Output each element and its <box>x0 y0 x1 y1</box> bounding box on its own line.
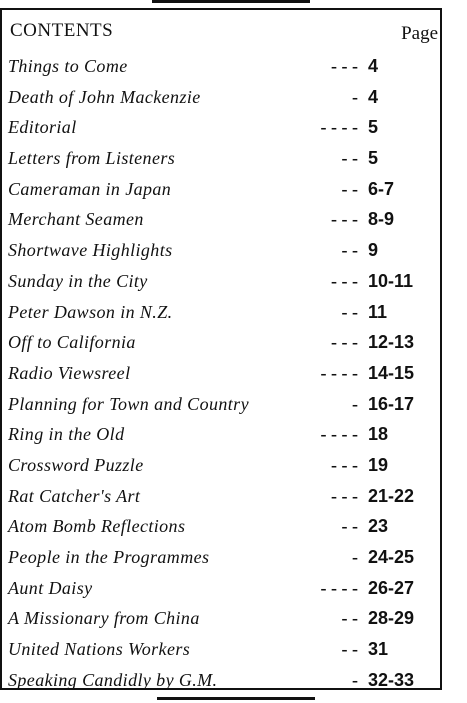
contents-entry <box>8 667 438 698</box>
contents-entry <box>8 513 438 544</box>
entry-page-number: 11 <box>368 301 388 322</box>
entry-title: Speaking Candidly by G.M. <box>8 669 218 690</box>
entry-leader: - <box>352 547 358 567</box>
entry-page-number: 14-15 <box>368 362 415 383</box>
entry-title: Ring in the Old <box>8 424 125 445</box>
entry-leader: - - - <box>331 270 358 291</box>
entry-leader: - - <box>341 301 358 322</box>
entry-leader: - - - <box>331 209 358 230</box>
contents-entry <box>8 237 438 268</box>
entry-page-number: 4 <box>368 56 379 76</box>
entry-leader: - - <box>341 608 358 629</box>
entry-title: Cameraman in Japan <box>8 178 172 199</box>
entry-leader: - - <box>341 516 358 537</box>
contents-entry <box>8 145 438 176</box>
contents-entry <box>8 176 438 207</box>
entry-page-number: 4 <box>368 86 379 107</box>
bottom-rule <box>157 697 315 700</box>
contents-entry <box>8 605 438 636</box>
contents-entry <box>8 53 438 84</box>
entry-leader: - - - <box>331 56 358 76</box>
contents-entry <box>8 391 438 422</box>
entry-page-number: 12-13 <box>368 332 415 353</box>
contents-entry <box>8 329 438 360</box>
contents-entry <box>8 360 438 391</box>
entry-page-number: 26-27 <box>368 577 415 598</box>
entry-leader: - - <box>341 148 358 169</box>
entry-title: Crossword Puzzle <box>8 454 144 475</box>
entry-page-number: 5 <box>368 117 379 138</box>
entry-title: Aunt Daisy <box>8 577 93 598</box>
entry-page-number: 19 <box>368 454 389 475</box>
entry-title: Radio Viewsreel <box>8 362 131 383</box>
entry-leader: - - <box>341 639 358 660</box>
contents-entry <box>8 421 438 452</box>
contents-entry <box>8 544 438 575</box>
entry-title: Off to California <box>8 332 136 353</box>
contents-entry <box>8 84 438 115</box>
entry-leader: - <box>352 393 358 414</box>
entry-leader: - <box>352 86 358 107</box>
entry-title: Peter Dawson in N.Z. <box>8 301 173 322</box>
entry-page-number: 5 <box>368 148 379 169</box>
entry-page-number: 9 <box>368 240 379 261</box>
contents-entry <box>8 636 438 667</box>
entry-leader: - - - - <box>320 424 358 445</box>
entry-title: Editorial <box>8 117 77 138</box>
entry-page-number: 32-33 <box>368 669 415 690</box>
entry-page-number: 23 <box>368 516 389 537</box>
entry-title: Shortwave Highlights <box>8 240 173 261</box>
entry-page-number: 10-11 <box>368 270 414 291</box>
entry-page-number: 18 <box>368 424 389 445</box>
entry-title: Sunday in the City <box>8 270 148 291</box>
entry-page-number: 24-25 <box>368 547 415 567</box>
contents-entry <box>8 268 438 299</box>
entry-title: Rat Catcher's Art <box>8 485 141 506</box>
page-column-heading: Page <box>401 23 438 44</box>
entry-title: Death of John Mackenzie <box>8 86 201 107</box>
entry-leader: - - <box>341 178 358 199</box>
contents-entry <box>8 452 438 483</box>
entry-leader: - - - <box>331 485 358 506</box>
entry-page-number: 16-17 <box>368 393 415 414</box>
entry-page-number: 31 <box>368 639 389 660</box>
entry-title: Things to Come <box>8 56 128 76</box>
entry-page-number: 21-22 <box>368 485 415 506</box>
entry-page-number: 8-9 <box>368 209 395 230</box>
entry-leader: - - - <box>331 454 358 475</box>
entry-title: A Missionary from China <box>8 608 200 629</box>
contents-entry <box>8 114 438 145</box>
top-rule <box>152 0 310 3</box>
contents-entry <box>8 575 438 606</box>
contents-entry <box>8 299 438 330</box>
entry-title: United Nations Workers <box>8 639 191 660</box>
entry-title: People in the Programmes <box>8 547 210 567</box>
entry-leader: - - - <box>331 332 358 353</box>
entry-leader: - - - - <box>320 362 358 383</box>
contents-header <box>10 20 438 48</box>
contents-entry <box>8 483 438 514</box>
contents-entry <box>8 206 438 237</box>
contents-box <box>0 8 442 690</box>
entry-leader: - - - - <box>320 117 358 138</box>
entry-leader: - - <box>341 240 358 261</box>
entry-title: Merchant Seamen <box>8 209 144 230</box>
entry-leader: - - - - <box>320 577 358 598</box>
entry-title: Atom Bomb Reflections <box>8 516 186 537</box>
contents-list <box>8 53 438 697</box>
entry-title: Planning for Town and Country <box>8 393 249 414</box>
entry-leader: - <box>352 669 358 690</box>
entry-title: Letters from Listeners <box>8 148 176 169</box>
contents-title: CONTENTS <box>10 20 114 41</box>
entry-page-number: 28-29 <box>368 608 415 629</box>
entry-page-number: 6-7 <box>368 178 395 199</box>
